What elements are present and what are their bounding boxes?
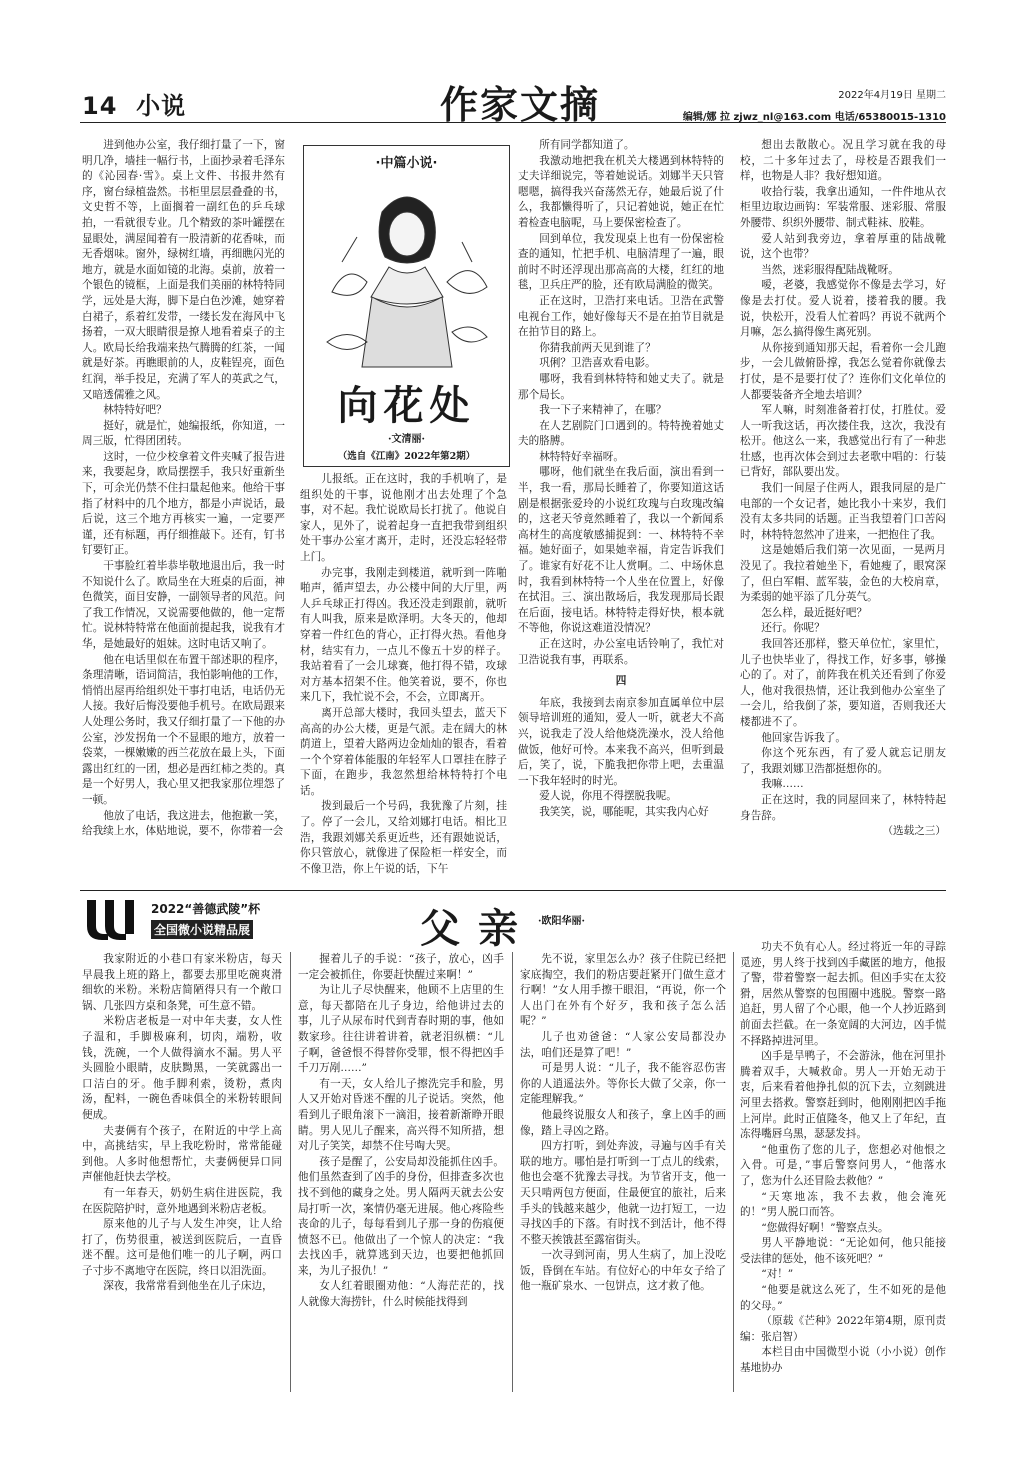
paragraph: （选载之三） — [882, 825, 946, 838]
column-divider — [290, 952, 291, 1392]
feature-source: （选自《江南》2022年第2期） — [337, 451, 476, 462]
paragraph: “天寒地冻，我不去救，他会淹死的！”男人脱口而答。 — [740, 1190, 946, 1219]
paragraph: 离开总部大楼时，我回头望去，蓝天下高高的办公大楼，更是气派。走在阔大的林荫道上，望着大路两边金灿灿的银杏，看着一个个穿着体能服的年轻军人口罩挂在脖子下面，在跑步，我忽然想给林特特打个电话。 — [300, 706, 507, 797]
story2-column-4 — [740, 940, 946, 1400]
paragraph: 所有同学都知道了。 — [539, 139, 635, 151]
paragraph: 正在这时，卫浩打来电话。卫浩在武警电视台工作，她好像每天不是在拍节目就是在拍节目的路上。 — [518, 294, 724, 339]
paragraph: 他最终说服女人和孩子，拿上凶手的画像，踏上寻凶之路。 — [520, 1108, 726, 1137]
paragraph: 四 — [615, 675, 627, 688]
paragraph: 孩子是醒了，公安局却没能抓住凶手。他们虽然查到了凶手的身份，但排查多次也找不到他的藏身之处。男人隔两天就去公安局打听一次，案情仍毫无进展。他心疼险些丧命的儿子，每每看到儿子那一身的伤痕便愤怒不已。他做出了一个惊人的决定：“我去找凶手，就算逃到天边，也要把他抓回来，为儿子报仇！” — [298, 1155, 504, 1277]
paragraph: （原载《芒种》2022年第4期，原刊责编：张启智） — [740, 1315, 946, 1343]
issue-date: 2022年4月19日 星期二 — [838, 90, 946, 101]
feature-title: 向花处 — [337, 382, 476, 429]
paragraph: 挺好，就是忙，她编报纸，你知道，一周三版，忙得团团转。 — [82, 419, 285, 448]
contest-banner — [85, 896, 305, 946]
paragraph: 儿报纸。正在这时，我的手机响了，是组织处的干事，说他刚才出去处理了个急事，对不起。我忙说欧局长打扰了。他说自家人，见外了，说着起身一直把我带到组织处干事办公室才离开，走时，还没忘轻轻带上门。 — [300, 473, 507, 563]
page-number-value: 14 — [82, 92, 118, 120]
story1-column-3 — [518, 138, 724, 888]
paragraph: 儿子也劝爸爸：“人家公安局都没办法，咱们还是算了吧！” — [520, 1030, 726, 1059]
paragraph: 先不说，家里怎么办？孩子住院已经把家底掏空，我们的粉店要赶紧开门做生意才行啊！”女人用手擦干眼泪，“再说，你一个人出门在外有个好歹，我和孩子怎么活呢？” — [520, 953, 726, 1028]
paragraph: 女人红着眼圈劝他：“人海茫茫的，找人就像大海捞针，什么时候能找得到 — [298, 1280, 504, 1309]
paragraph: 进到他办公室，我仔细打量了一下，窗明几净，墙挂一幅行书，上面抄录着毛泽东的《沁园春·雪》。桌上文件、书报井然有序，窗台绿植盎然。书柜里层层叠叠的书，文史哲不等，上面搁着一副红色的乒乓球拍，一看就很专业。几个精致的茶叶罐摆在显眼处，满屋闻着有一股清新的花香味，而无香烟味。窗外，绿树红墙，再细瞧闪光的地方，就是水面如镜的北海。桌前，放着一个银色的镜框，上面是我们美丽的林特特同学，远处是大海，脚下是白色沙滩，她穿着白裙子，系着红发带，一缕长发在海风中飞扬着，一双大眼睛很是撩人地看着桌子的主人。欧局长给我端来热气腾腾的红茶，一闻就是好茶。再瞧眼前的人，皮鞋锃亮，面色红润，举手投足，充满了军人的英武之气，又暗透儒雅之风。 — [82, 139, 285, 401]
story2-column-2 — [298, 952, 504, 1392]
paragraph: 这时，一位少校拿着文件夹喊了报告进来，我要起身，欧局摆摆手，我只好重新坐下，可余光仍禁不住扫量起他来。他给干事指了材料中的几个地方，都是小声说话，最后说，这三个地方再核实一遍，一定要严谨，还有标题，再仔细推敲下。还有，钉书钉要钉正。 — [82, 450, 285, 557]
feature-box — [303, 145, 510, 467]
paragraph: 哪呀，他们就坐在我后面，演出看到一半，我一看，那局长睡着了，你要知道这话剧是根据张爱玲的小说红玫瑰与白玫瑰改编的，这老天爷竟然睡着了，我以一个新闻系高材生的高度敏感捕捉到：一、林特特不幸福。她好面子，如果她幸福，肯定告诉我们了。谁家有好花不让人赏啊。二、中场休息时，我看到林特特一个人坐在位置上，好像在拭泪。三、演出散场后，我发现那局长跟在后面，接电话。林特特走得好快，根本就不等他，你说这难道没情况？ — [518, 466, 724, 635]
paragraph: 一次寻到河南，男人生病了，加上没吃饭，昏倒在车站。有位好心的中年女子给了他一瓶矿泉水、一包饼点，这才救了他。 — [520, 1249, 726, 1293]
paragraph: “他要是就这么死了，生不如死的是他的父母。” — [740, 1284, 946, 1312]
feature-author: ·文清丽· — [388, 434, 425, 445]
paragraph: 我嘛…… — [761, 778, 804, 791]
paragraph: 可是男人说：“儿子，我不能容忍伤害你的人逍遥法外。等你长大做了父亲，你一定能理解我。” — [520, 1062, 726, 1106]
paragraph: 正在这时，办公室电话铃响了，我忙对卫浩说我有事，再联系。 — [518, 638, 724, 666]
paragraph: 林特特好吧？ — [103, 404, 167, 417]
paragraph: 本栏目由中国微型小说（小小说）创作基地协办 — [740, 1346, 946, 1375]
paragraph: 回到单位，我发现桌上也有一份保密检查的通知，忙把手机、电脑清理了一遍，眼前时不时还浮现出那高高的大楼，红红的地毯，卫兵庄严的脸，还有欧局满脸的微笑。 — [518, 232, 724, 292]
paragraph: 在人艺剧院门口遇到的。特特挽着她丈夫的胳膊。 — [518, 419, 724, 448]
paragraph: 从你接到通知那天起，看着你一会儿跑步，一会儿做俯卧撑，我怎么觉着你就像去打仗，是不是要打仗了？连你们文化单位的人都要装备齐全地去培训？ — [740, 341, 946, 401]
paragraph: 正在这时，我的同屋回来了，林特特起身告辞。 — [740, 793, 946, 822]
paragraph: 他放了电话，我这进去，他抱歉一笑，给我续上水，体贴地说，要不，你带着一会 — [82, 809, 285, 838]
paragraph: 有一天，女人给儿子擦洗完手和脸，男人又开始对昏迷不醒的儿子说话。突然，他看到儿子眼角滚下一滴泪，接着新渐睁开眼睛。男人见儿子醒来，高兴得不知所措，想对儿子笑笑，却禁不住号啕大哭。 — [298, 1077, 504, 1153]
paragraph: 想出去散散心。况且学习就在我的母校，二十多年过去了，母校是否跟我们一样，也物是人非？我好想知道。 — [740, 139, 946, 183]
paragraph: 凶手是旱鸭子，不会游泳，他在河里扑腾着双手，大喊救命。男人一开始无动于衷，后来看着他挣扎似的沉下去，立刻跳进河里去搭救。警察赶到时，他刚刚把凶手拖上河岸。此时正值隆冬，他又上了年纪，直冻得嘴唇乌黑，瑟瑟发抖。 — [740, 1050, 946, 1141]
paragraph: 深夜，我常常看到他坐在儿子床边， — [103, 1280, 273, 1293]
paragraph: 有一年春天，奶奶生病住进医院，我在医院陪护时，意外地遇到米粉店老板。 — [82, 1186, 282, 1215]
woman-illustration — [322, 172, 492, 368]
section-name: 小说 — [136, 92, 187, 120]
paragraph: 干事脸红着毕恭毕敬地退出后，我一时不知说什么了。欧局坐在大班桌的后面，神色微笑，面目安静，一副领导者的风范。问了我工作情况，又说需要他做的，他一定帮忙。说林特特常在他面前提起我，说我有才华，是她最好的姐妹。这时电话又响了。 — [82, 560, 285, 650]
contest-logo — [85, 896, 143, 942]
paragraph: “他重伤了您的儿子，您想必对他恨之入骨。可是，”事后警察问男人，“他落水了，您为什么还冒险去救他？” — [740, 1143, 946, 1187]
story2-column-1 — [82, 952, 282, 1392]
paragraph: 军人嘛，时刻准备着打仗，打胜仗。爱人一听我这话，再次搂住我，这次，我没有松开。他这么一来，我感觉出行有了一种悲壮感，也再次体会到过去老歌中唱的：行装已背好，部队要出发。 — [740, 404, 946, 479]
paragraph: 握着儿子的手说：“孩子，放心，凶手一定会被抓住，你要赶快醒过来啊！” — [298, 953, 504, 981]
header-rule — [80, 122, 946, 123]
paragraph: 夫妻俩有个孩子，在附近的中学上高中，高挑结实，早上我吃粉时，常常能碰到他。人多时他想帮忙，夫妻俩便异口同声催他赶快去学校。 — [82, 1124, 282, 1184]
paragraph: 原来他的儿子与人发生冲突，让人给打了，伤势很重，被送到医院后，一直昏迷不醒。这可是他们唯一的儿子啊，两口子寸步不离地守在医院，终日以泪洗面。 — [82, 1218, 282, 1277]
paragraph: 男人平静地说：“无论如何，他只能接受法律的惩处，他不该死吧？” — [740, 1237, 946, 1265]
contest-line-2: 全国微小说精品展 — [151, 920, 253, 939]
paragraph: 他在电话里似在布置干部述职的程序，条理清晰，语词简洁，我怕影响他的工作，悄悄出屋再给组织处干事打电话，电话仍无人接。我好后悔没要他手机号。在欧局跟来人处理公务时，我又仔细打量了一下他的办公室，沙发拐角一个不显眼的地方，放着一袋菜，一棵嫩嫩的西兰花放在最上头，下面露出红红的一团，想必是西红柿之类的。真是一个好男人，我心里又把我家那位埋怨了一顿。 — [82, 653, 285, 806]
paragraph: 巩俐？卫浩喜欢看电影。 — [539, 357, 656, 370]
paragraph: 这是她婚后我们第一次见面，一晃两月没见了。我拉着她坐下，看她瘦了，眼窝深了，但白军帽、蓝军装，金色的大校肩章，为柔弱的她平添了几分英气。 — [740, 544, 946, 604]
masthead: 作家文摘 — [440, 82, 601, 127]
paragraph: 功夫不负有心人。经过将近一年的寻踪觅迹，男人终于找到凶手藏匿的地方，他报了警，带着警察一起去抓。但凶手实在太狡猾，居然从警察的包围圈中逃脱。警察一路追赶，男人留了个心眼，他一个人抄近路到前面去拦截。在一条宽阔的大河边，凶手慌不择路掉进河里。 — [740, 941, 946, 1047]
section-rule — [80, 890, 946, 891]
paragraph: 还行。你呢？ — [761, 622, 825, 635]
paragraph: 收拾行装，我拿出通知，一件件地从衣柜里边取边画钩：军装常服、迷彩服、常服外腰带、织织外腰带、制式鞋袜、胶鞋。 — [740, 185, 946, 229]
story2-title: 父亲 — [420, 905, 536, 952]
paragraph: 嗳，老婆，我感觉你不像是去学习，好像是去打仗。爱人说着，搂着我的腰。我说，快松开，没看人忙着吗？再说不就两个月嘛，怎么搞得像生离死别。 — [740, 279, 946, 339]
story1-column-1 — [82, 138, 285, 888]
page-number — [82, 86, 186, 121]
story1-column-4 — [740, 138, 946, 888]
story1-column-2 — [300, 472, 507, 888]
contest-line-1: 2022“善德武陵”杯 — [151, 902, 261, 916]
feature-label: ·中篇小说· — [375, 156, 438, 171]
paragraph: 爱人说，你甩不得摆脱我呢。 — [539, 790, 677, 803]
paragraph: 拨到最后一个号码，我犹豫了片刻，挂了。停了一会儿，又给刘娜打电话。相比卫浩，我跟刘娜关系更近些，还有跟她说话，你只管放心，就像进了保险柜一样安全，而不像卫浩，你上午说的话，下午 — [300, 800, 507, 875]
paragraph: 哪呀，我看到林特特和她丈夫了。就是那个局长。 — [518, 372, 724, 401]
story2-author: ·欧阳华丽· — [538, 916, 585, 927]
paragraph: 我回答还那样，整天单位忙，家里忙，儿子也快毕业了，得找工作，好多事，够操心的了。对了，前阵我在机关还看到了你爱人，他对我很热情，还让我到他办公室坐了一会儿，给我倒了茶，要知道，否则我还大楼都进不了。 — [740, 638, 946, 728]
paragraph: 办完事，我刚走到楼道，就听到一阵啪啪声，循声望去，办公楼中间的大厅里，两人乒乓球正打得凶。我还没走到跟前，就听有人叫我，原来是欧泽明。大冬天的，他却穿着一件红色的背心，正打得火热。看他身材，结实有力，一点儿不像五十岁的样子。我站着看了一会儿球赛，他打得不错，攻球对方基本招架不住。他笑着说，要不，你也来几下，我忙说不会，不会，立即离开。 — [300, 566, 507, 704]
paragraph: 林特特好幸福呀。 — [539, 450, 624, 463]
paragraph: 为让儿子尽快醒来，他顾不上店里的生意，每天都陪在儿子身边，给他讲过去的事，儿子从尿布时代到青春时期的事，他如数家珍。往往讲着讲着，就老泪纵横：“儿子啊，爸爸恨不得替你受罪，恨不得把凶手千刀万剐……” — [298, 984, 504, 1075]
paragraph: “您做得好啊！”警察点头。 — [761, 1221, 889, 1234]
column-divider — [512, 952, 513, 1392]
paragraph: 年底，我接到去南京参加直属单位中层领导培训班的通知，爱人一听，就老大不高兴，说我走了没人给他烧洗澡水，没人给他做饭，他好可怜。本来我不高兴，但听到最后，笑了，说，下脆我把你带上吧，去重温一下我年轻时的时光。 — [518, 696, 724, 787]
paragraph: 他回家告诉我了。 — [761, 731, 846, 744]
paragraph: “对！” — [761, 1268, 794, 1281]
editor-line: 编辑/娜 拉 zjwz_nl@163.com 电话/65380015-1310 — [682, 112, 946, 123]
paragraph: 我们一间屋子住两人，跟我同屋的是广电部的一个女记者，她比我小十来岁，我们没有太多共同的话题。正当我望着门口苦闷时，林特特忽然冲了进来，一把抱住了我。 — [740, 482, 946, 541]
paragraph: 米粉店老板是一对中年夫妻，女人性子温和，手脚极麻利，切肉，端粉，收钱，洗碗，一个人做得滴水不漏。男人平头圆脸小眼睛，皮肤黝黑，一笑就露出一口洁白的牙。他手脚利索，烫粉，煮肉汤，配料，一碗色香味俱全的米粉转眼间便成。 — [82, 1015, 282, 1121]
paragraph: 当然，迷彩服得配陆战靴呀。 — [761, 263, 899, 276]
paragraph: 爱人站到我旁边，拿着厚重的陆战靴说，这个也带？ — [740, 232, 946, 261]
story2-column-3 — [520, 952, 726, 1392]
paragraph: 我一下子来精神了，在哪？ — [539, 404, 667, 417]
paragraph: 我激动地把我在机关大楼遇到林特特的丈夫详细说完，等着她说话。刘娜半天只管嗯嗯，搞得我兴奋荡然无存，她最后说了什么，我都懒得听了，只记着她说，她正在忙着检查电脑呢，马上要保密检查了。 — [518, 154, 724, 229]
paragraph: 你猜我前两天见到谁了？ — [539, 341, 656, 354]
paragraph: 我笑笑，说，哪能呢，其实我内心好 — [539, 805, 709, 818]
paragraph: 我家附近的小巷口有家米粉店，每天早晨我上班的路上，都要去那里吃碗爽滑细软的米粉。米粉店简陋得只有一个敞口锅、几张四方桌和条凳，可生意不错。 — [82, 953, 282, 1012]
paragraph: 你这个死东西，有了爱人就忘记朋友了，我跟刘娜卫浩都挺想你的。 — [740, 747, 946, 775]
paragraph: 四方打听，到处奔波，寻遍与凶手有关联的地方。哪怕是打听到一丁点儿的线索，他也会毫不犹豫去寻找。为节省开支，他一天只啃两包方便面，住最便宜的旅社，后来手头的钱越来越少，他就一边打短工，一边寻找凶手的下落。有时找不到活计，他不得不整天挨饿甚至露宿街头。 — [520, 1140, 726, 1246]
paragraph: 怎么样，最近挺好吧？ — [761, 606, 868, 619]
column-divider — [733, 952, 734, 1392]
